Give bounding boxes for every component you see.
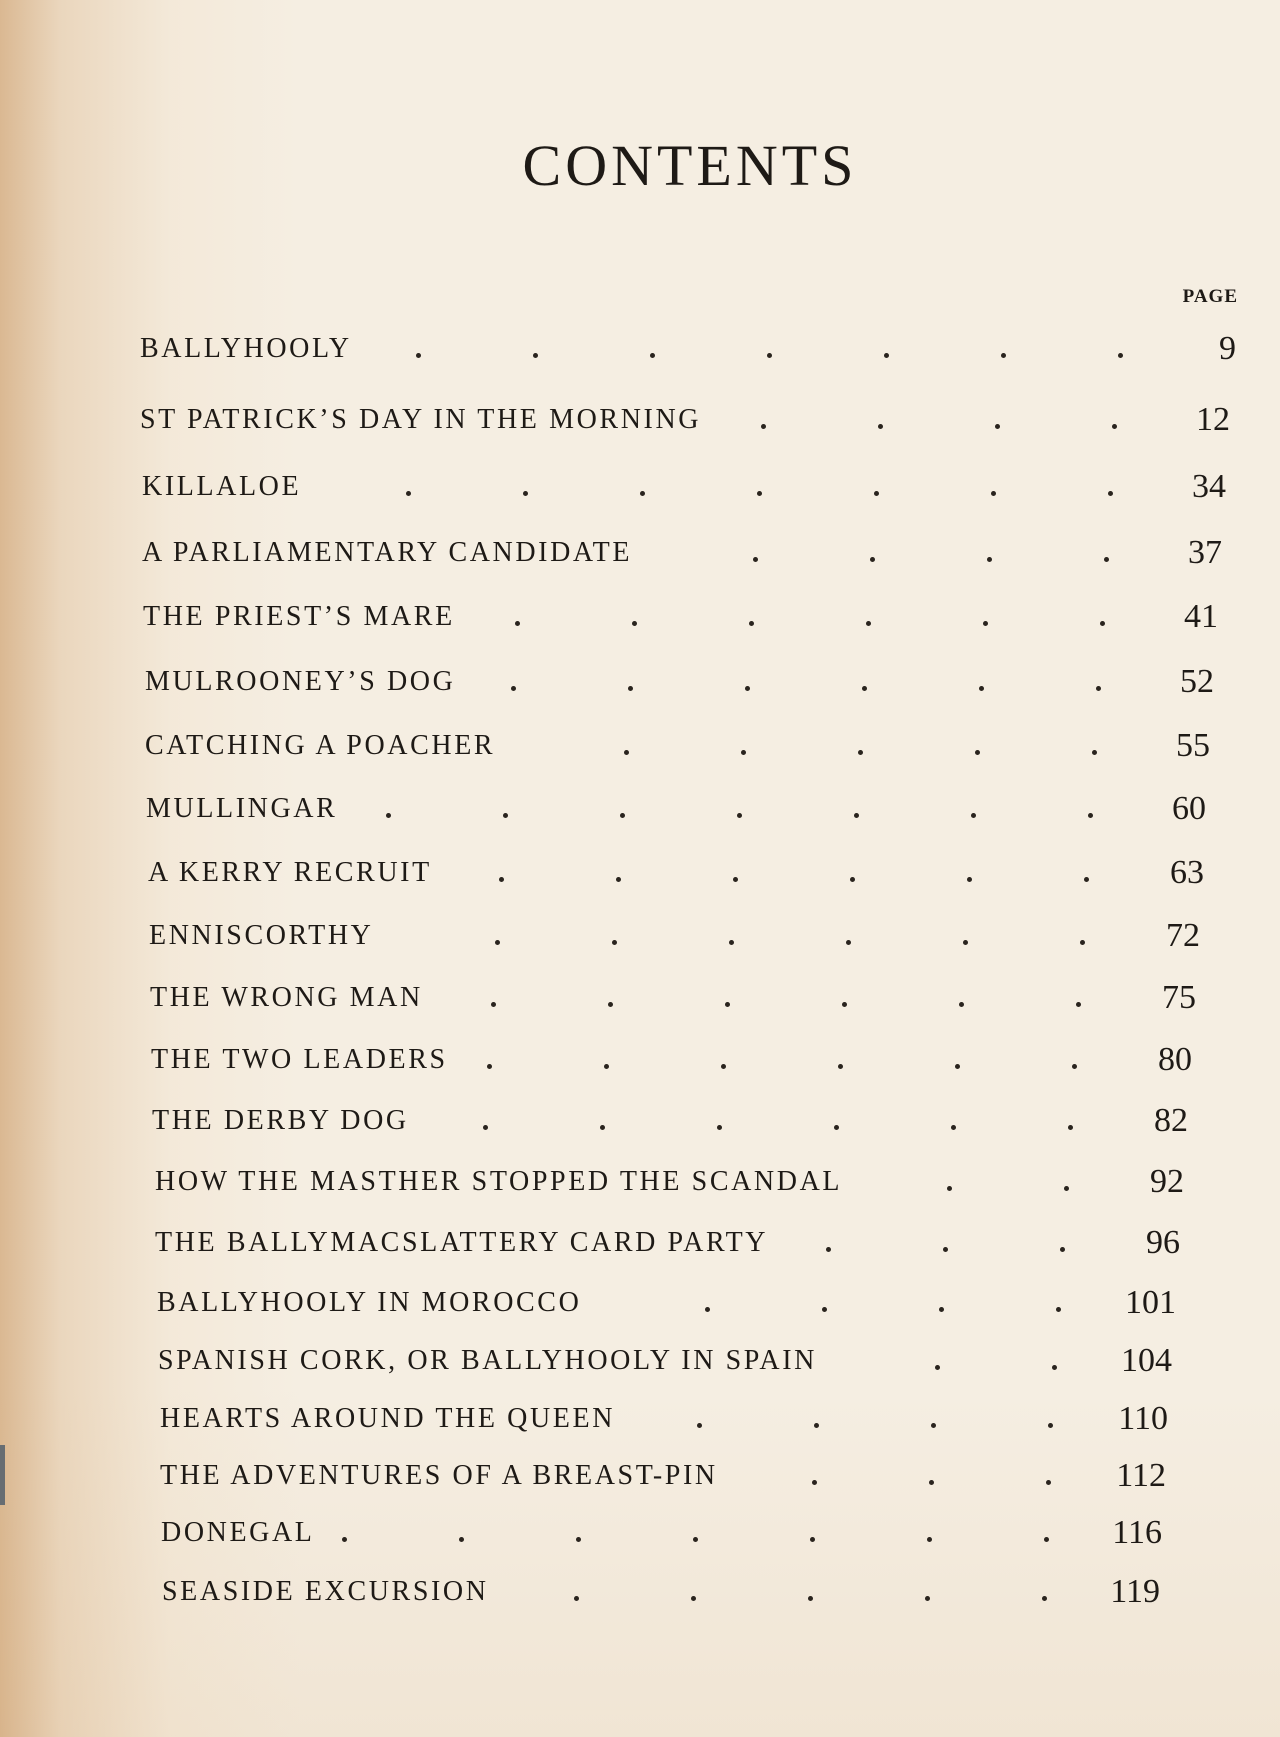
leader-dot (604, 1064, 609, 1069)
leader-dot (721, 1064, 726, 1069)
leader-dot (761, 424, 766, 429)
toc-entry-page: 60 (1172, 790, 1206, 827)
toc-entry-page: 52 (1180, 663, 1214, 700)
toc-entry-page: 37 (1188, 534, 1222, 571)
leader-dot (943, 1247, 948, 1252)
leader-dot (753, 557, 758, 562)
leader-dot (963, 940, 968, 945)
toc-entry-title: HEARTS AROUND THE QUEEN (160, 1403, 616, 1434)
leader-dot (737, 813, 742, 818)
toc-entry (0, 1281, 1280, 1325)
leader-dot (1112, 424, 1117, 429)
toc-dot-leader (0, 1221, 1280, 1265)
leader-dot (955, 1064, 960, 1069)
toc-dot-leader (0, 851, 1280, 895)
leader-dot (1118, 353, 1123, 358)
leader-dot (1001, 353, 1006, 358)
leader-dot (1104, 557, 1109, 562)
leader-dot (691, 1596, 696, 1601)
leader-dot (975, 750, 980, 755)
leader-dot (810, 1537, 815, 1542)
leader-dot (416, 353, 421, 358)
toc-dot-leader (0, 976, 1280, 1020)
leader-dot (612, 940, 617, 945)
leader-dot (733, 877, 738, 882)
toc-entry-page: 112 (1116, 1457, 1166, 1494)
leader-dot (576, 1537, 581, 1542)
page-edge-mark (0, 1445, 5, 1505)
leader-dot (523, 491, 528, 496)
toc-entry-title: ST PATRICK’S DAY IN THE MORNING (140, 404, 702, 435)
leader-dot (870, 557, 875, 562)
leader-dot (1060, 1247, 1065, 1252)
leader-dot (854, 813, 859, 818)
leader-dot (1100, 621, 1105, 626)
toc-dot-leader (0, 595, 1280, 639)
leader-dot (874, 491, 879, 496)
leader-dot (858, 750, 863, 755)
leader-dot (628, 686, 633, 691)
toc-entry-page: 92 (1150, 1163, 1184, 1200)
leader-dot (1092, 750, 1097, 755)
leader-dot (483, 1125, 488, 1130)
toc-entry-page: 41 (1184, 598, 1218, 635)
toc-entry-title: SPANISH CORK, OR BALLYHOOLY IN SPAIN (158, 1345, 817, 1376)
leader-dot (717, 1125, 722, 1130)
leader-dot (1096, 686, 1101, 691)
leader-dot (503, 813, 508, 818)
toc-entry-page: 101 (1125, 1284, 1176, 1321)
leader-dot (931, 1423, 936, 1428)
leader-dot (850, 877, 855, 882)
toc-entry (0, 787, 1280, 831)
toc-entry (0, 1397, 1280, 1441)
toc-entry (0, 1454, 1280, 1498)
leader-dot (406, 491, 411, 496)
toc-entry (0, 851, 1280, 895)
leader-dot (951, 1125, 956, 1130)
leader-dot (342, 1537, 347, 1542)
leader-dot (987, 557, 992, 562)
toc-dot-leader (0, 1160, 1280, 1204)
leader-dot (838, 1064, 843, 1069)
toc-dot-leader (0, 327, 1280, 371)
toc-entry-title: HOW THE MASTHER STOPPED THE SCANDAL (155, 1166, 843, 1197)
toc-entry (0, 327, 1280, 371)
toc-dot-leader (0, 1570, 1280, 1614)
leader-dot (574, 1596, 579, 1601)
toc-entry (0, 595, 1280, 639)
toc-entry-title: BALLYHOOLY (140, 333, 352, 364)
leader-dot (515, 621, 520, 626)
toc-dot-leader (0, 1511, 1280, 1555)
toc-entry-page: 104 (1121, 1342, 1172, 1379)
toc-entry (0, 724, 1280, 768)
leader-dot (983, 621, 988, 626)
toc-dot-leader (0, 914, 1280, 958)
leader-dot (1076, 1002, 1081, 1007)
toc-entry (0, 1038, 1280, 1082)
toc-entry-title: THE WRONG MAN (150, 982, 423, 1013)
leader-dot (1052, 1365, 1057, 1370)
toc-entry-title: THE TWO LEADERS (151, 1044, 448, 1075)
leader-dot (1046, 1480, 1051, 1485)
leader-dot (1108, 491, 1113, 496)
leader-dot (459, 1537, 464, 1542)
leader-dot (386, 813, 391, 818)
leader-dot (616, 877, 621, 882)
leader-dot (1044, 1537, 1049, 1542)
leader-dot (511, 686, 516, 691)
leader-dot (693, 1537, 698, 1542)
toc-entry (0, 1099, 1280, 1143)
leader-dot (822, 1307, 827, 1312)
leader-dot (939, 1307, 944, 1312)
toc-entry-page: 9 (1219, 330, 1236, 367)
toc-entry-page: 80 (1158, 1041, 1192, 1078)
leader-dot (826, 1247, 831, 1252)
leader-dot (846, 940, 851, 945)
leader-dot (925, 1596, 930, 1601)
toc-entry-title: A KERRY RECRUIT (148, 857, 432, 888)
leader-dot (533, 353, 538, 358)
toc-entry (0, 914, 1280, 958)
toc-entry-title: SEASIDE EXCURSION (162, 1576, 489, 1607)
toc-entry-title: KILLALOE (142, 471, 302, 502)
toc-entry-page: 96 (1146, 1224, 1180, 1261)
leader-dot (632, 621, 637, 626)
toc-entry-page: 82 (1154, 1102, 1188, 1139)
toc-entry (0, 976, 1280, 1020)
toc-entry (0, 465, 1280, 509)
leader-dot (967, 877, 972, 882)
leader-dot (927, 1537, 932, 1542)
leader-dot (1080, 940, 1085, 945)
leader-dot (1068, 1125, 1073, 1130)
leader-dot (600, 1125, 605, 1130)
leader-dot (697, 1423, 702, 1428)
toc-entry (0, 531, 1280, 575)
toc-entry-title: BALLYHOOLY IN MOROCCO (157, 1287, 582, 1318)
leader-dot (767, 353, 772, 358)
toc-entry (0, 1570, 1280, 1614)
leader-dot (741, 750, 746, 755)
leader-dot (1042, 1596, 1047, 1601)
leader-dot (729, 940, 734, 945)
leader-dot (1048, 1423, 1053, 1428)
toc-entry (0, 660, 1280, 704)
leader-dot (491, 1002, 496, 1007)
leader-dot (650, 353, 655, 358)
toc-entry-title: MULROONEY’S DOG (145, 666, 456, 697)
toc-entry-page: 75 (1162, 979, 1196, 1016)
leader-dot (749, 621, 754, 626)
toc-entry-page: 119 (1110, 1573, 1160, 1610)
leader-dot (959, 1002, 964, 1007)
toc-entry-page: 110 (1118, 1400, 1168, 1437)
toc-entry (0, 1511, 1280, 1555)
toc-entry (0, 398, 1280, 442)
leader-dot (1088, 813, 1093, 818)
toc-entry (0, 1221, 1280, 1265)
leader-dot (620, 813, 625, 818)
toc-dot-leader (0, 465, 1280, 509)
toc-entry-page: 12 (1196, 401, 1230, 438)
toc-entry-page: 63 (1170, 854, 1204, 891)
leader-dot (757, 491, 762, 496)
toc-entry-title: DONEGAL (161, 1517, 315, 1548)
leader-dot (947, 1186, 952, 1191)
leader-dot (624, 750, 629, 755)
leader-dot (808, 1596, 813, 1601)
toc-dot-leader (0, 724, 1280, 768)
toc-dot-leader (0, 787, 1280, 831)
toc-dot-leader (0, 1099, 1280, 1143)
leader-dot (487, 1064, 492, 1069)
toc-entry-page: 55 (1176, 727, 1210, 764)
leader-dot (1084, 877, 1089, 882)
leader-dot (935, 1365, 940, 1370)
leader-dot (1056, 1307, 1061, 1312)
leader-dot (495, 940, 500, 945)
toc-entry-title: THE BALLYMACSLATTERY CARD PARTY (155, 1227, 769, 1258)
leader-dot (878, 424, 883, 429)
toc-dot-leader (0, 398, 1280, 442)
toc-entry-title: THE DERBY DOG (152, 1105, 409, 1136)
toc-dot-leader (0, 1038, 1280, 1082)
toc-dot-leader (0, 1397, 1280, 1441)
leader-dot (745, 686, 750, 691)
toc-dot-leader (0, 1281, 1280, 1325)
leader-dot (1072, 1064, 1077, 1069)
toc-dot-leader (0, 531, 1280, 575)
leader-dot (1064, 1186, 1069, 1191)
toc-entry-title: THE ADVENTURES OF A BREAST-PIN (160, 1460, 718, 1491)
leader-dot (884, 353, 889, 358)
leader-dot (499, 877, 504, 882)
toc-entry-title: ENNISCORTHY (149, 920, 374, 951)
leader-dot (929, 1480, 934, 1485)
leader-dot (971, 813, 976, 818)
toc-entry-title: A PARLIAMENTARY CANDIDATE (142, 537, 633, 568)
toc-entry (0, 1160, 1280, 1204)
leader-dot (725, 1002, 730, 1007)
toc-entry-title: THE PRIEST’S MARE (143, 601, 455, 632)
leader-dot (812, 1480, 817, 1485)
page-column-heading: PAGE (1182, 286, 1238, 307)
leader-dot (979, 686, 984, 691)
toc-dot-leader (0, 1339, 1280, 1383)
leader-dot (991, 491, 996, 496)
leader-dot (866, 621, 871, 626)
toc-entry-page: 72 (1166, 917, 1200, 954)
toc-entry-page: 34 (1192, 468, 1226, 505)
leader-dot (862, 686, 867, 691)
page-title: CONTENTS (522, 133, 858, 198)
toc-entry (0, 1339, 1280, 1383)
leader-dot (814, 1423, 819, 1428)
toc-dot-leader (0, 660, 1280, 704)
leader-dot (705, 1307, 710, 1312)
leader-dot (842, 1002, 847, 1007)
leader-dot (995, 424, 1000, 429)
leader-dot (834, 1125, 839, 1130)
toc-entry-title: MULLINGAR (146, 793, 338, 824)
toc-dot-leader (0, 1454, 1280, 1498)
toc-entry-title: CATCHING A POACHER (145, 730, 496, 761)
leader-dot (640, 491, 645, 496)
leader-dot (608, 1002, 613, 1007)
toc-entry-page: 116 (1112, 1514, 1162, 1551)
